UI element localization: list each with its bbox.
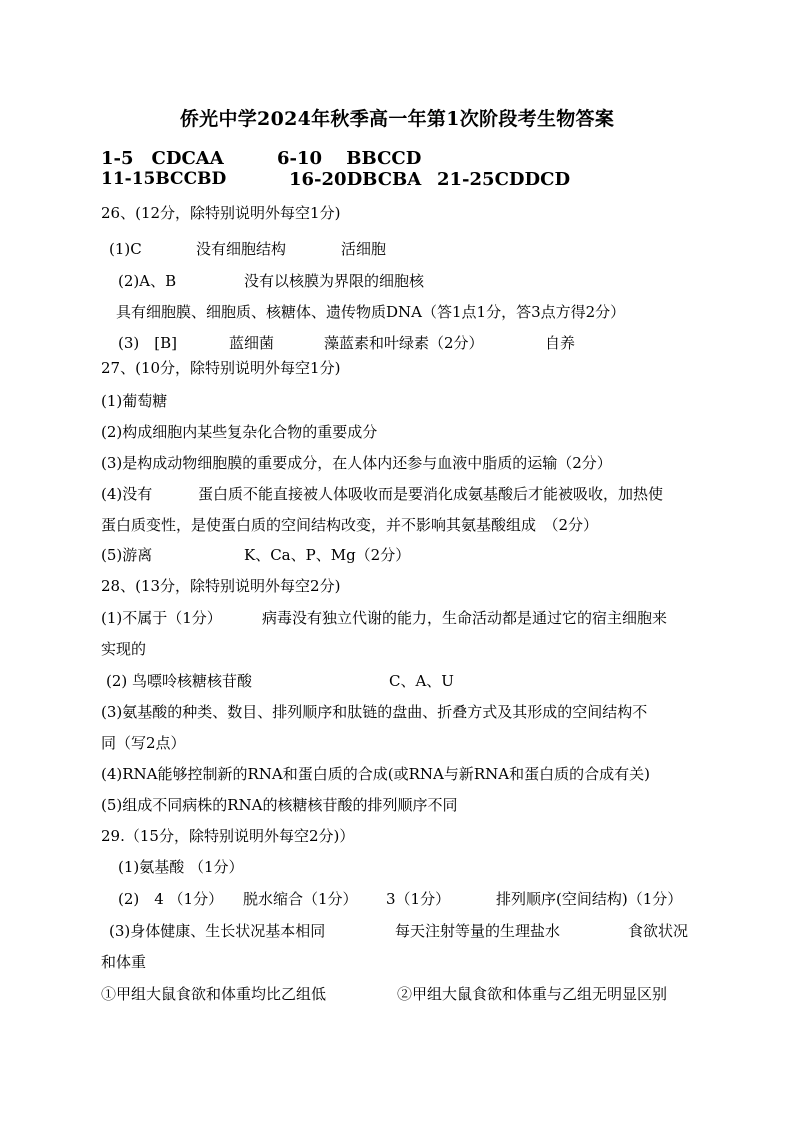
q26-header: 26、(12分，除特别说明外每空1分) [101, 204, 341, 222]
q29-answer-1: (1)氨基酸 （1分） [118, 858, 244, 876]
mc-answers-6-10: 6-10 BBCCD [277, 148, 422, 169]
mc-answers-11-15: 11-15BCCBD [101, 169, 227, 189]
q26-answer-2c: 具有细胞膜、细胞质、核糖体、遗传物质DNA（答1点1分，答3点方得2分） [116, 303, 626, 321]
q28-answer-1: (1)不属于（1分） [101, 609, 222, 627]
q27-header: 27、(10分，除特别说明外每空1分) [101, 359, 341, 377]
q28-answer-3c: 同（写2点） [101, 734, 186, 752]
q28-answer-2b: C、A、U [389, 672, 454, 690]
q27-answer-4c: 蛋白质变性，是使蛋白质的空间结构改变，并不影响其氨基酸组成 （2分） [101, 516, 599, 534]
q28-answer-2: (2) 鸟嘌呤核糖核苷酸 [106, 672, 253, 690]
q26-answer-1: (1)C [109, 240, 142, 258]
q26-answer-2b: 没有以核膜为界限的细胞核 [244, 272, 425, 290]
q29-answer-2b: 脱水缩合（1分） [243, 890, 358, 908]
q27-answer-4: (4)没有 [101, 485, 153, 503]
q27-answer-2: (2)构成细胞内某些复杂化合物的重要成分 [101, 423, 378, 441]
q28-answer-1c: 实现的 [101, 640, 147, 658]
mc-answers-21-25: 21-25CDDCD [437, 169, 571, 190]
q29-answer-2c: 3（1分） [386, 890, 451, 908]
q29-answer-4: ①甲组大鼠食欲和体重均比乙组低 [101, 985, 327, 1003]
q27-answer-5b: K、Ca、P、Mg（2分） [244, 546, 411, 564]
q28-answer-3: (3)氨基酸的种类、数目、排列顺序和肽链的盘曲、折叠方式及其形成的空间结构不 [101, 703, 648, 721]
q29-answer-3d: 和体重 [101, 953, 147, 971]
q29-answer-3b: 每天注射等量的生理盐水 [395, 922, 561, 940]
q27-answer-3: (3)是构成动物细胞膜的重要成分，在人体内还参与血液中脂质的运输（2分） [101, 454, 612, 472]
q29-answer-4b: ②甲组大鼠食欲和体重与乙组无明显区别 [397, 985, 668, 1003]
mc-answers-1-5: 1-5 CDCAA [101, 148, 224, 169]
q26-answer-3b: 蓝细菌 [229, 334, 275, 352]
q26-answer-3d: 自养 [545, 334, 576, 352]
q29-answer-3: (3)身体健康、生长状况基本相同 [109, 922, 326, 940]
q26-answer-3: (3) [B] [118, 334, 177, 352]
mc-answers-16-20: 16-20DBCBA [289, 169, 422, 190]
page-title: 侨光中学2024年秋季高一年第1次阶段考生物答案 [179, 108, 615, 130]
q29-header: 29.（15分，除特别说明外每空2分)） [101, 827, 355, 845]
q27-answer-1: (1)葡萄糖 [101, 392, 168, 410]
q26-answer-3c: 藻蓝素和叶绿素（2分） [324, 334, 484, 352]
q29-answer-2: (2) 4 （1分） [118, 890, 224, 908]
q26-answer-1b: 没有细胞结构 [196, 240, 287, 258]
q28-header: 28、(13分，除特别说明外每空2分) [101, 577, 341, 595]
q26-answer-1c: 活细胞 [341, 240, 387, 258]
q27-answer-4b: 蛋白质不能直接被人体吸收而是要消化成氨基酸后才能被吸收，加热使 [198, 485, 664, 503]
q28-answer-4: (4)RNA能够控制新的RNA和蛋白质的合成(或RNA与新RNA和蛋白质的合成有关) [101, 765, 650, 783]
q28-answer-5: (5)组成不同病株的RNA的核糖核苷酸的排列顺序不同 [101, 796, 458, 814]
q27-answer-5: (5)游离 [101, 546, 153, 564]
q29-answer-3c: 食欲状况 [628, 922, 689, 940]
q28-answer-1b: 病毒没有独立代谢的能力，生命活动都是通过它的宿主细胞来 [262, 609, 668, 627]
q29-answer-2d: 排列顺序(空间结构)（1分） [496, 890, 683, 908]
q26-answer-2: (2)A、B [118, 272, 177, 290]
